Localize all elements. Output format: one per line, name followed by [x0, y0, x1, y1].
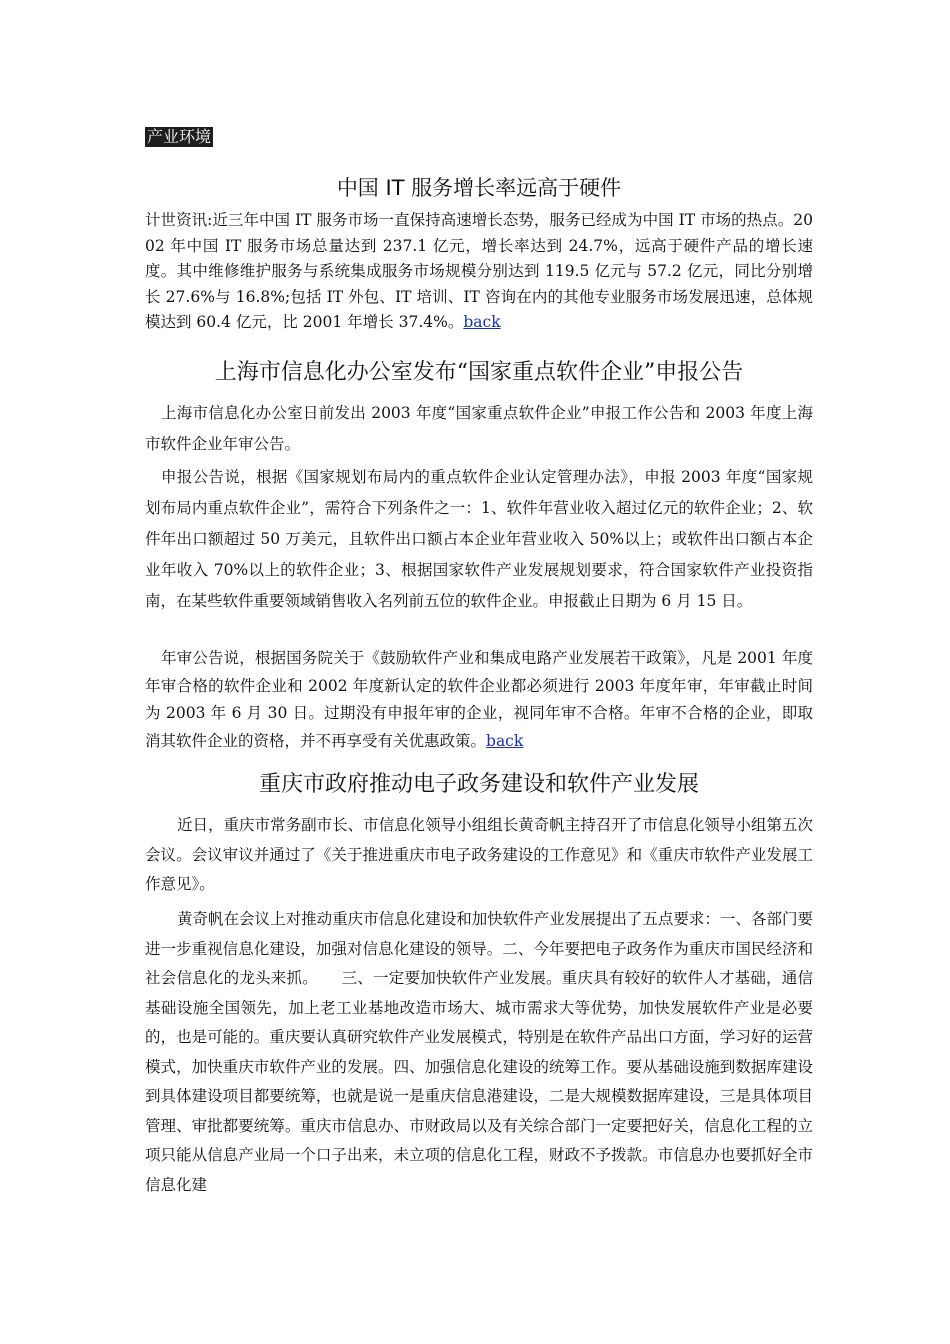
article2-paragraph-3	[145, 645, 813, 755]
article2-paragraph-2: 申报公告说，根据《国家规划布局内的重点软件企业认定管理办法》，申报 2003 年度“国家规划布局内重点软件企业”，需符合下列条件之一：1、软件年营业收入超过亿元的软件企业；2、软件年出口额超过 50 万美元，且软件出口额占本企业年营业收入 50%以上；或软件出口额占本企业年收入 70%以上的软件企业；3、根据国家软件产业发展规划要求，符合国家软件产业投资指南，在某些软件重要领域销售收入名列前五位的软件企业。申报截止日期为 6 月 15 日。	[145, 468, 813, 610]
article2-title: 上海市信息化办公室发布“国家重点软件企业”申报公告	[214, 360, 744, 385]
article3-title: 重庆市政府推动电子政务建设和软件产业发展	[258, 772, 699, 797]
section-tag: 产业环境	[147, 127, 212, 146]
article1-back-link[interactable]: back	[463, 313, 501, 331]
article3-paragraph-2: 黄奇帆在会议上对推动重庆市信息化建设和加快软件产业发展提出了五点要求：一、各部门要进一步重视信息化建设，加强对信息化建设的领导。二、今年要把电子政务作为重庆市国民经济和社会信息化的龙头来抓。 三、一定要加快软件产业发展。重庆具有较好的软件人才基础，通信基础设施全国领先，加上老工业基地改造市场大、城市需求大等优势，加快发展软件产业是必要的，也是可能的。重庆要认真研究软件产业发展模式，特别是在软件产品出口方面，学习好的运营模式，加快重庆市软件产业的发展。四、加强信息化建设的统筹工作。要从基础设施到数据库建设到具体建设项目都要统筹，也就是说一是重庆信息港建设，二是大规模数据库建设，三是具体项目管理、审批都要统筹。重庆市信息办、市财政局以及有关综合部门一定要把好关，信息化工程的立项只能从信息产业局一个口子出来，未立项的信息化工程，财政不予拨款。市信息办也要抓好全市信息化建	[145, 910, 813, 1194]
article2-back-link[interactable]: back	[486, 731, 524, 750]
article2-paragraph-1: 上海市信息化办公室日前发出 2003 年度“国家重点软件企业”申报工作公告和 2003 年度上海市软件企业年审公告。	[145, 404, 813, 453]
article3-paragraph-1: 近日，重庆市常务副市长、市信息化领导小组组长黄奇帆主持召开了市信息化领导小组第五次会议。会议审议并通过了《关于推进重庆市电子政务建设的工作意见》和《重庆市软件产业发展工作意见》。	[145, 816, 813, 893]
article2-p3-text: 年审公告说，根据国务院关于《鼓励软件产业和集成电路产业发展若干政策》，凡是 2001 年度年审合格的软件企业和 2002 年度新认定的软件企业都必须进行 2003 年度年审，年审截止时间为 2003 年 6 月 30 日。过期没有申报年审的企业，视同年审不合格。年审不合格的企业，即取消其软件企业的资格，并不再享受有关优惠政策。	[145, 649, 813, 750]
article1-body	[145, 208, 813, 336]
article1-title: 中国 IT 服务增长率远高于硬件	[336, 176, 622, 200]
article1-text: 计世资讯:近三年中国 IT 服务市场一直保持高速增长态势，服务已经成为中国 IT 市场的热点。2002 年中国 IT 服务市场总量达到 237.1 亿元，增长率达到 24.7%，远高于硬件产品的增长速度。其中维修维护服务与系统集成服务市场规模分别达到 119.5 亿元与 57.2 亿元，同比分别增长 27.6%与 16.8%;包括 IT 外包、IT 培训、IT 咨询在内的其他专业服务市场发展迅速，总体规模达到 60.4 亿元，比 2001 年增长 37.4%。	[145, 211, 813, 331]
